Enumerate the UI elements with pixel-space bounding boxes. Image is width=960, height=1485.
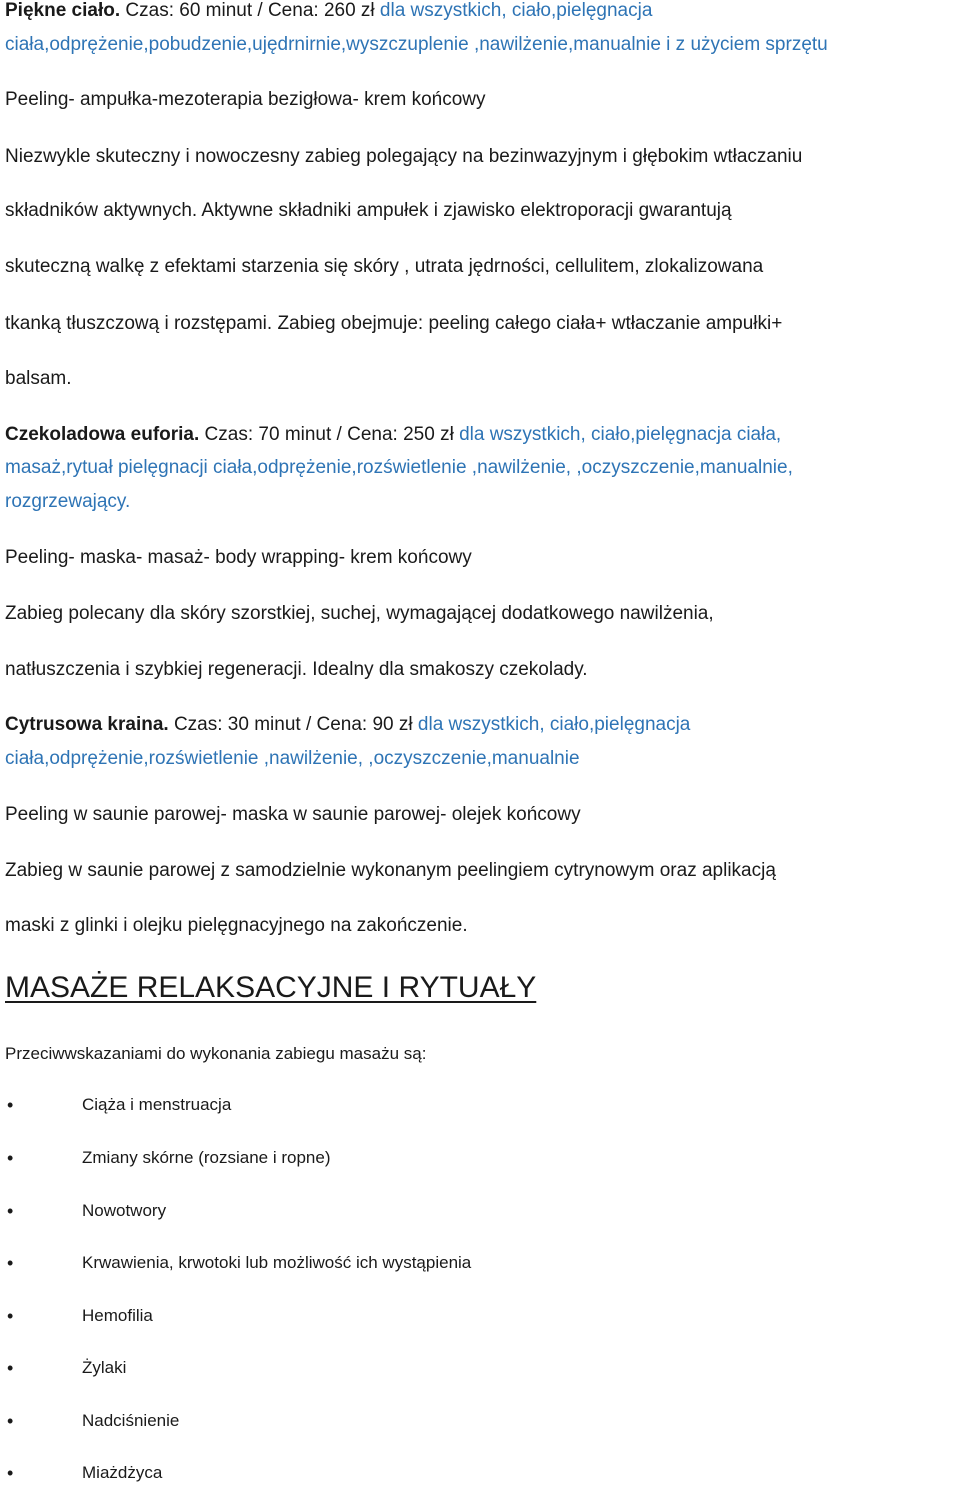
treatment-header-line [5, 0, 652, 23]
bullet-icon: • [7, 1148, 14, 1168]
treatment-tags-continued: ciała,odprężenie,rozświetlenie ,nawilżenie, ,oczyszczenie,manualnie [5, 748, 580, 769]
treatment-description-line: Zabieg polecany dla skóry szorstkiej, suchej, wymagającej dodatkowego nawilżenia, [5, 603, 714, 624]
bullet-icon: • [7, 1463, 14, 1483]
treatment-steps: Peeling- ampułka-mezoterapia bezigłowa- krem końcowy [5, 89, 486, 110]
treatment-description-line: natłuszczenia i szybkiej regeneracji. Idealny dla smakoszy czekolady. [5, 659, 588, 680]
treatment-title: Cytrusowa kraina. [5, 714, 169, 735]
bullet-icon: • [7, 1411, 14, 1431]
treatment-meta: Czas: 60 minut / Cena: 260 zł [120, 0, 380, 21]
treatment-description-line: Niezwykle skuteczny i nowoczesny zabieg polegający na bezinwazyjnym i głębokim wtłaczaniu [5, 146, 803, 167]
contraindications-intro: Przeciwwskazaniami do wykonania zabiegu masażu są: [5, 1044, 427, 1063]
list-item-label: Nadciśnienie [82, 1411, 180, 1430]
treatment-tags: dla wszystkich, ciało,pielęgnacja [417, 714, 691, 735]
list-item-label: Żylaki [82, 1358, 127, 1377]
treatment-title: Czekoladowa euforia. [5, 424, 200, 445]
list-item-label: Krwawienia, krwotoki lub możliwość ich wystąpienia [82, 1253, 472, 1272]
bullet-icon: • [7, 1306, 14, 1326]
treatment-description-line: skuteczną walkę z efektami starzenia się skóry , utrata jędrności, cellulitem, zlokalizowana [5, 256, 764, 277]
list-item-label: Nowotwory [82, 1201, 167, 1220]
list-item-label: Miażdżyca [82, 1463, 163, 1482]
bullet-icon: • [7, 1253, 14, 1273]
treatment-description-line: składników aktywnych. Aktywne składniki ampułek i zjawisko elektroporacji gwarantują [5, 200, 732, 221]
treatment-tags-continued: ciała,odprężenie,pobudzenie,ujędrnirnie,wyszczuplenie ,nawilżenie,manualnie i z użyciem sprzętu [5, 34, 828, 55]
section-heading: MASAŻE RELAKSACYJNE I RYTUAŁY [5, 971, 537, 1004]
treatment-description-line: tkanką tłuszczową i rozstępami. Zabieg obejmuje: peeling całego ciała+ wtłaczanie ampułki+ [5, 313, 783, 334]
list-item-label: Zmiany skórne (rozsiane i ropne) [82, 1148, 331, 1167]
treatment-title: Piękne ciało. [5, 0, 121, 21]
list-item-label: Hemofilia [82, 1306, 153, 1325]
treatment-description-line: maski z glinki i olejku pielęgnacyjnego na zakończenie. [5, 915, 468, 936]
treatment-meta: Czas: 70 minut / Cena: 250 zł [199, 424, 460, 445]
treatment-description-line: balsam. [5, 368, 72, 389]
bullet-icon: • [7, 1201, 14, 1221]
treatment-tags-continued: masaż,rytuał pielęgnacji ciała,odprężenie,rozświetlenie ,nawilżenie, ,oczyszczenie,manualnie, [5, 457, 793, 478]
bullet-icon: • [7, 1095, 14, 1115]
treatment-tags: dla wszystkich, ciało,pielęgnacja ciała, [459, 424, 782, 445]
treatment-steps: Peeling- maska- masaż- body wrapping- krem końcowy [5, 547, 472, 568]
treatment-meta: Czas: 30 minut / Cena: 90 zł [168, 714, 418, 735]
treatment-header-line [5, 713, 690, 737]
treatment-tags: dla wszystkich, ciało,pielęgnacja [379, 0, 653, 21]
treatment-tags-continued: rozgrzewający. [5, 491, 131, 512]
treatment-header-line [5, 423, 781, 447]
treatment-steps: Peeling w saunie parowej- maska w saunie parowej- olejek końcowy [5, 804, 581, 825]
bullet-icon: • [7, 1358, 14, 1378]
list-item-label: Ciąża i menstruacja [82, 1095, 232, 1114]
treatment-description-line: Zabieg w saunie parowej z samodzielnie wykonanym peelingiem cytrynowym oraz aplikacją [5, 860, 776, 881]
